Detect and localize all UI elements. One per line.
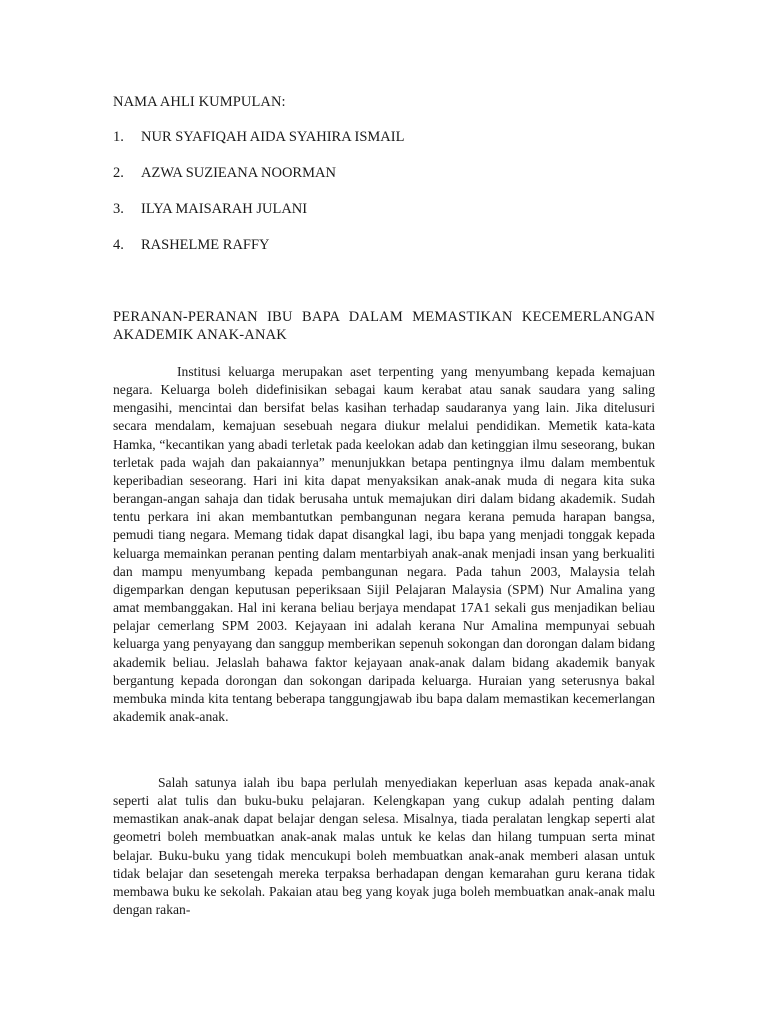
member-number: 1. <box>113 129 124 145</box>
paragraph-introduction: Institusi keluarga merupakan aset terpenting yang menyumbang kepada kemajuan negara. Keluarga boleh didefinisikan sebagai kaum kerabat atau sanak saudara yang saling mengasihi, mencintai dan bersifat belas kasihan terhadap saudaranya yang lain. Jika ditelusuri secara mendalam, kemajuan sesebuah negara diukur melalui pendidikan. Memetik kata-kata Hamka, “kecantikan yang abadi terletak pada keelokan adab dan ketinggian ilmu seseorang, bukan terletak pada wajah dan pakaiannya” menunjukkan betapa pentingnya ilmu dalam membentuk keperibadian seseorang. Hari ini kita dapat menyaksikan anak-anak muda di negara kita suka berangan-angan sahaja dan tidak berusaha untuk memajukan diri dalam bidang akademik. Sudah tentu perkara ini akan membantutkan pembangunan negara kerana pemuda harapan bangsa, pemudi tiang negara. Memang tidak dapat disangkal lagi, ibu bapa yang menjadi tonggak kepada keluarga memainkan peranan penting dalam mentarbiyah anak-anak menjadi insan yang berkualiti dan mampu menyumbang kepada pembangunan negara. Pada tahun 2003, Malaysia telah digemparkan dengan keputusan peperiksaan Sijil Pelajaran Malaysia (SPM) Nur Amalina yang amat membanggakan. Hal ini kerana beliau berjaya mendapat 17A1 sekali gus menjadikan beliau pelajar cemerlang SPM 2003. Kejayaan ini adalah kerana Nur Amalina mempunyai sebuah keluarga yang penyayang dan sanggup memberikan sepenuh sokongan dan dorongan dalam bidang akademik beliau. Jelaslah bahawa faktor kejayaan anak-anak dalam bidang akademik banyak bergantung kepada dorongan dan sokongan daripada keluarga. Huraian yang seterusnya bakal membuka minda kita tentang beberapa tanggungjawab ibu bapa dalam memastikan kecemerlangan akademik anak-anak. <box>113 364 655 724</box>
group-members-heading: NAMA AHLI KUMPULAN: <box>113 94 286 110</box>
member-name: ILYA MAISARAH JULANI <box>141 201 308 217</box>
paragraph-body: Salah satunya ialah ibu bapa perlulah menyediakan keperluan asas kepada anak-anak seperti alat tulis dan buku-buku pelajaran. Kelengkapan yang cukup adalah penting dalam memastikan anak-anak dapat belajar dengan selesa. Misalnya, tiada peralatan lengkap seperti alat geometri boleh membuatkan anak-anak malas untuk ke kelas dan hilang tumpuan serta minat belajar. Buku-buku yang tidak mencukupi boleh membuatkan anak-anak memberi alasan untuk tidak belajar dan sesetengah mereka terpaksa berhadapan dengan kemarahan guru kerana tidak membawa buku ke sekolah. Pakaian atau beg yang koyak juga boleh membuatkan anak-anak malu dengan rakan- <box>113 775 655 918</box>
member-name: AZWA SUZIEANA NOORMAN <box>141 165 336 181</box>
member-number: 4. <box>113 237 124 253</box>
member-item <box>113 128 404 164</box>
member-name: RASHELME RAFFY <box>141 237 270 253</box>
essay-title: PERANAN-PERANAN IBU BAPA DALAM MEMASTIKAN KECEMERLANGAN AKADEMIK ANAK-ANAK <box>113 309 655 343</box>
document-page <box>113 0 655 1024</box>
member-number: 2. <box>113 165 124 181</box>
member-item <box>113 236 404 272</box>
member-list <box>113 128 404 272</box>
member-name: NUR SYAFIQAH AIDA SYAHIRA ISMAIL <box>141 129 405 145</box>
member-item <box>113 164 404 200</box>
member-number: 3. <box>113 201 124 217</box>
member-item <box>113 200 404 236</box>
